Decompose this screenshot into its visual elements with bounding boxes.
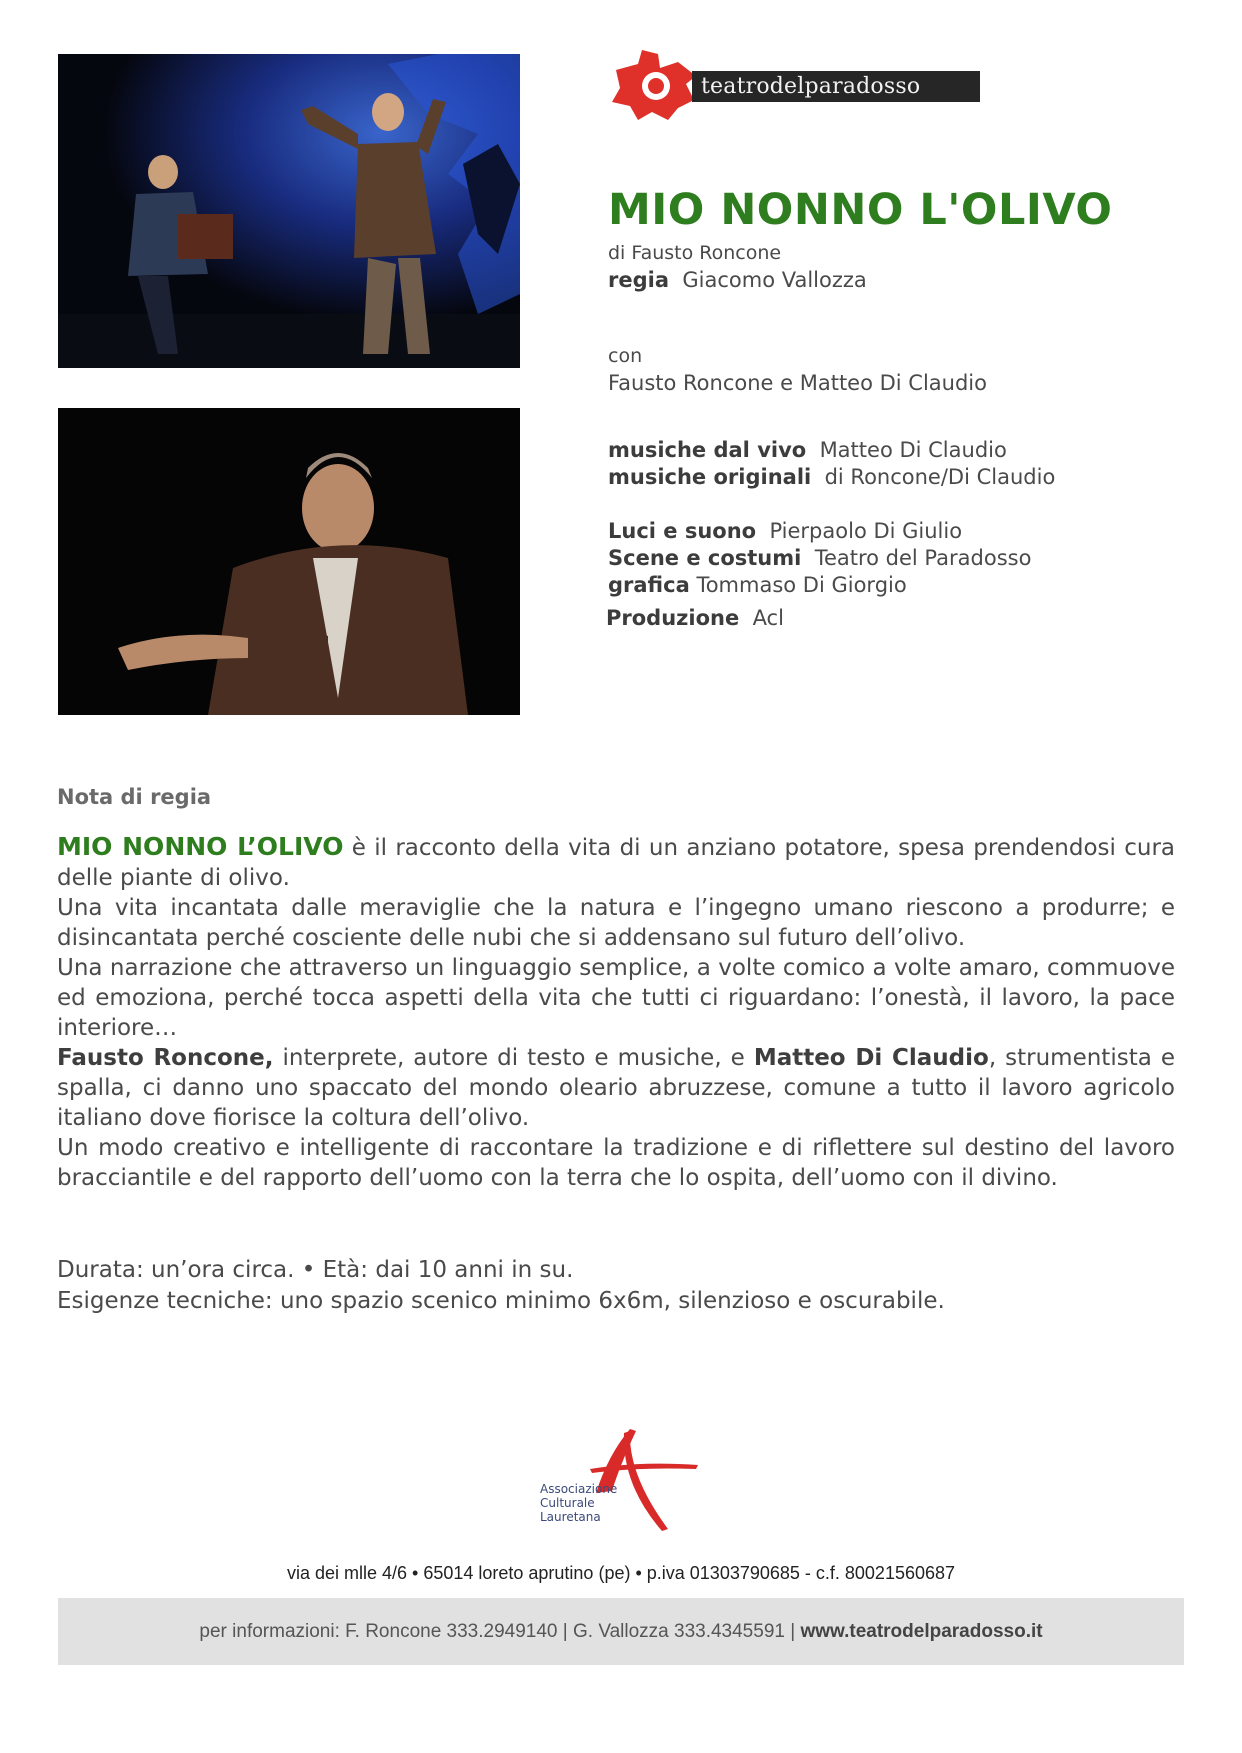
teatro-del-paradosso-logo — [608, 50, 980, 120]
musiche-vivo-label: musiche dal vivo — [608, 438, 807, 462]
nota-di-regia-heading: Nota di regia — [57, 785, 212, 809]
durata-line: Durata: un’ora circa. • Età: dai 10 anni in su. — [57, 1257, 574, 1283]
musiche-orig-line — [608, 464, 1055, 491]
music-block — [608, 437, 1055, 491]
website-link[interactable]: www.teatrodelparadosso.it — [800, 1621, 1043, 1642]
contacts-bar — [58, 1598, 1184, 1665]
luci-line — [608, 518, 1031, 545]
acl-line-3: Lauretana — [540, 1510, 601, 1524]
nota-name-roncone: Fausto Roncone, — [57, 1045, 274, 1071]
acl-line-1: Associazione — [540, 1482, 618, 1496]
author-line: di Fausto Roncone — [608, 242, 782, 264]
nota-p4-end: , strumentista e spalla, ci danno uno spaccato del mondo oleario abruzzese, comune a tutto il lavoro agricolo italiano dove fiorisce la coltura dell’olivo. — [57, 1045, 1175, 1131]
regia-label: regia — [608, 268, 670, 292]
logo-wordmark: teatrodelparadosso — [692, 71, 980, 102]
author-regia-block — [608, 240, 867, 294]
produzione-line — [606, 605, 1031, 632]
grafica-label: grafica — [608, 573, 690, 597]
nota-paragraph-2: Una vita incantata dalle meraviglie che la natura e l’ingegno umano riescono a produrre; e disincantata perché cosciente delle nubi che si addensano sul futuro dell’olivo. — [57, 895, 1175, 951]
musiche-vivo-line — [608, 437, 1055, 464]
grafica-value: Tommaso Di Giorgio — [696, 573, 907, 597]
nota-paragraph-4 — [57, 1043, 1175, 1133]
crew-block — [608, 518, 1031, 632]
esigenze-line: Esigenze tecniche: uno spazio scenico minimo 6x6m, silenzioso e oscurabile. — [57, 1288, 945, 1314]
nota-name-diclaudio: Matteo Di Claudio — [753, 1045, 989, 1071]
logo-mark-icon — [608, 50, 700, 120]
contacts-text: per informazioni: F. Roncone 333.2949140 | G. Vallozza 333.4345591 | — [199, 1621, 801, 1642]
nota-paragraph-3: Una narrazione che attraverso un linguaggio semplice, a volte comico a volte amaro, commuove ed emoziona, perché tocca aspetti della vita che tutti ci riguardano: l’onestà, il lavoro, la pace interiore… — [57, 955, 1175, 1041]
grafica-line — [608, 572, 1031, 599]
musiche-orig-label: musiche originali — [608, 465, 812, 489]
nota-paragraph-1 — [57, 832, 1175, 893]
nota-p4-mid: interprete, autore di testo e musiche, e — [273, 1045, 754, 1071]
show-title: MIO NONNO L'OLIVO — [608, 185, 1113, 235]
luci-label: Luci e suono — [608, 519, 757, 543]
address-line: via dei mlle 4/6 • 65014 loreto aprutino (pe) • p.iva 01303790685 - c.f. 80021560687 — [286, 1563, 956, 1583]
technical-info — [57, 1255, 945, 1317]
regia-value: Giacomo Vallozza — [682, 268, 867, 292]
stage-photo-musician-actor — [58, 54, 520, 368]
acl-logo — [538, 1425, 708, 1535]
regia-line — [608, 267, 867, 294]
produzione-label: Produzione — [606, 606, 740, 630]
nota-p1-text: è il racconto della vita di un anziano potatore, spesa prendendosi cura delle piante di olivo. — [57, 835, 1176, 891]
scene-label: Scene e costumi — [608, 546, 802, 570]
cast-block — [608, 343, 987, 397]
scene-line — [608, 545, 1031, 572]
scene-value: Teatro del Paradosso — [814, 546, 1032, 570]
luci-value: Pierpaolo Di Giulio — [769, 519, 963, 543]
musiche-vivo-value: Matteo Di Claudio — [819, 438, 1007, 462]
musiche-orig-value: di Roncone/Di Claudio — [824, 465, 1056, 489]
nota-di-regia-text — [57, 832, 1175, 1193]
acl-line-2: Culturale — [540, 1496, 595, 1510]
con-label: con — [608, 345, 643, 367]
con-value: Fausto Roncone e Matteo Di Claudio — [608, 371, 987, 395]
produzione-value: Acl — [752, 606, 784, 630]
nota-paragraph-5: Un modo creativo e intelligente di raccontare la tradizione e di riflettere sul destino del lavoro bracciantile e del rapporto dell’uomo con la terra che lo ospita, dell’uomo con il divino. — [57, 1135, 1175, 1191]
stage-photo-actor — [58, 408, 520, 715]
nota-show-title: MIO NONNO L’OLIVO — [57, 832, 344, 861]
